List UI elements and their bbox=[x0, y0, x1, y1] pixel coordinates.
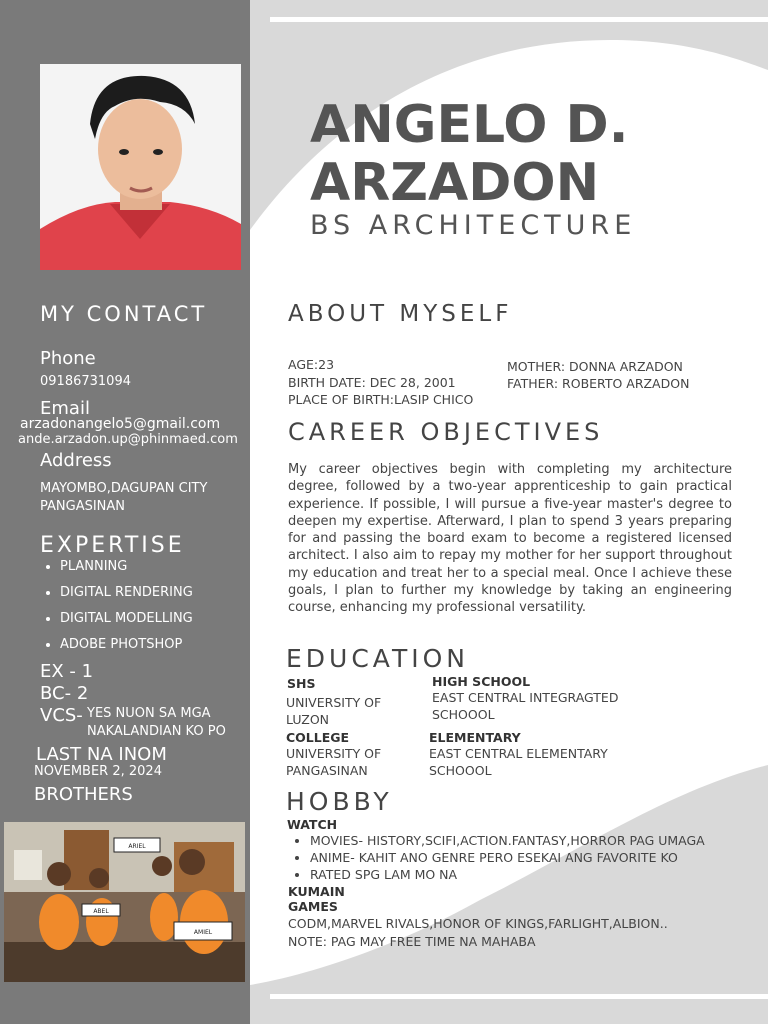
address-line1: MAYOMBO,DAGUPAN CITY bbox=[40, 481, 208, 496]
about-mother: MOTHER: DONNA ARZADON bbox=[507, 359, 683, 374]
email-label: Email bbox=[40, 398, 90, 419]
brothers-label: BROTHERS bbox=[34, 784, 133, 805]
expertise-item: • DIGITAL MODELLING bbox=[60, 609, 193, 635]
last-inom-date: NOVEMBER 2, 2024 bbox=[34, 764, 162, 779]
full-name bbox=[310, 96, 628, 212]
college-label: COLLEGE bbox=[286, 730, 350, 745]
watch-list bbox=[292, 832, 705, 883]
name-line-1: ANGELO D. bbox=[310, 95, 629, 155]
email-primary: arzadonangelo5@gmail.com bbox=[20, 416, 221, 432]
elementary-line2: SCHOOOL bbox=[429, 763, 492, 778]
photo-label-abel: ABEL bbox=[93, 908, 109, 915]
vcs-line: VCS- bbox=[40, 705, 83, 726]
high-school-line1: EAST CENTRAL INTEGRAGTED bbox=[432, 690, 619, 705]
expertise-heading: EXPERTISE bbox=[40, 533, 185, 558]
elementary-line1: EAST CENTRAL ELEMENTARY bbox=[429, 746, 608, 761]
profile-photo bbox=[40, 64, 241, 270]
career-paragraph: My career objectives begin with completing my architecture degree, followed by a two-year apprenticeship to gain practical experience. If possible, I will pursue a five-year master's degree to deepen my expertise. Afterward, I plan to spend 3 years preparing for and passing the board exam to become a registered licensed architect. I also aim to repay my mother for her support throughout my education and treat her to a special meal. Once I achieve these goals, I plan to further my knowledge by taking an engineering course, enhancing my professional versatility. bbox=[288, 462, 732, 616]
college-school-line1: UNIVERSITY OF bbox=[286, 746, 382, 761]
college-school-line2: PANGASINAN bbox=[286, 763, 368, 778]
name-line-2: ARZADON bbox=[310, 153, 600, 213]
watch-item: • MOVIES- HISTORY,SCIFI,ACTION.FANTASY,HORROR PAG UMAGA bbox=[310, 832, 705, 849]
watch-label: WATCH bbox=[287, 817, 338, 832]
brothers-photo bbox=[4, 822, 245, 982]
contact-heading: MY CONTACT bbox=[40, 302, 208, 326]
bottom-divider bbox=[270, 994, 768, 999]
email-secondary: ande.arzadon.up@phinmaed.com bbox=[18, 432, 238, 447]
shs-school-line1: UNIVERSITY OF bbox=[286, 695, 382, 710]
bc-line: BC- 2 bbox=[40, 683, 89, 704]
vcs-detail-2: NAKALANDIAN KO PO bbox=[87, 724, 226, 739]
high-school-label: HIGH SCHOOL bbox=[432, 674, 531, 689]
phone-label: Phone bbox=[40, 348, 96, 369]
sidebar bbox=[0, 0, 250, 1024]
expertise-list bbox=[44, 557, 193, 661]
expertise-item: • PLANNING bbox=[60, 557, 193, 583]
top-divider bbox=[270, 17, 768, 22]
career-heading: CAREER OBJECTIVES bbox=[288, 418, 604, 446]
games-list: CODM,MARVEL RIVALS,HONOR OF KINGS,FARLIGHT,ALBION.. bbox=[288, 916, 668, 931]
about-father: FATHER: ROBERTO ARZADON bbox=[507, 376, 690, 391]
about-age: AGE:23 bbox=[288, 357, 335, 372]
vcs-detail-1: YES NUON SA MGA bbox=[87, 706, 211, 721]
about-birth-date: BIRTH DATE: DEC 28, 2001 bbox=[288, 375, 456, 390]
photo-label-ariel: ARIEL bbox=[128, 843, 146, 850]
last-inom-label: LAST NA INOM bbox=[36, 744, 167, 765]
education-heading: EDUCATION bbox=[286, 644, 469, 673]
ex-line: EX - 1 bbox=[40, 661, 94, 682]
high-school-line2: SCHOOOL bbox=[432, 707, 495, 722]
phone-value: 09186731094 bbox=[40, 374, 131, 389]
games-label: GAMES bbox=[288, 899, 338, 914]
address-label: Address bbox=[40, 450, 112, 471]
expertise-item: • ADOBE PHOTSHOP bbox=[60, 635, 193, 661]
shs-school-line2: LUZON bbox=[286, 712, 330, 727]
about-heading: ABOUT MYSELF bbox=[288, 301, 513, 327]
expertise-item: • DIGITAL RENDERING bbox=[60, 583, 193, 609]
kumain-label: KUMAIN bbox=[288, 884, 345, 899]
hobby-heading: HOBBY bbox=[286, 787, 393, 816]
hobby-note: NOTE: PAG MAY FREE TIME NA MAHABA bbox=[288, 934, 536, 949]
address-line2: PANGASINAN bbox=[40, 499, 126, 514]
elementary-label: ELEMENTARY bbox=[429, 730, 521, 745]
watch-item: • ANIME- KAHIT ANO GENRE PERO ESEKAI ANG FAVORITE KO bbox=[310, 849, 705, 866]
shs-label: SHS bbox=[287, 676, 316, 691]
degree-title: BS ARCHITECTURE bbox=[310, 210, 637, 241]
about-birth-place: PLACE OF BIRTH:LASIP CHICO bbox=[288, 392, 474, 407]
photo-label-amiel: AMIEL bbox=[193, 929, 213, 936]
watch-item: • RATED SPG LAM MO NA bbox=[310, 866, 705, 883]
